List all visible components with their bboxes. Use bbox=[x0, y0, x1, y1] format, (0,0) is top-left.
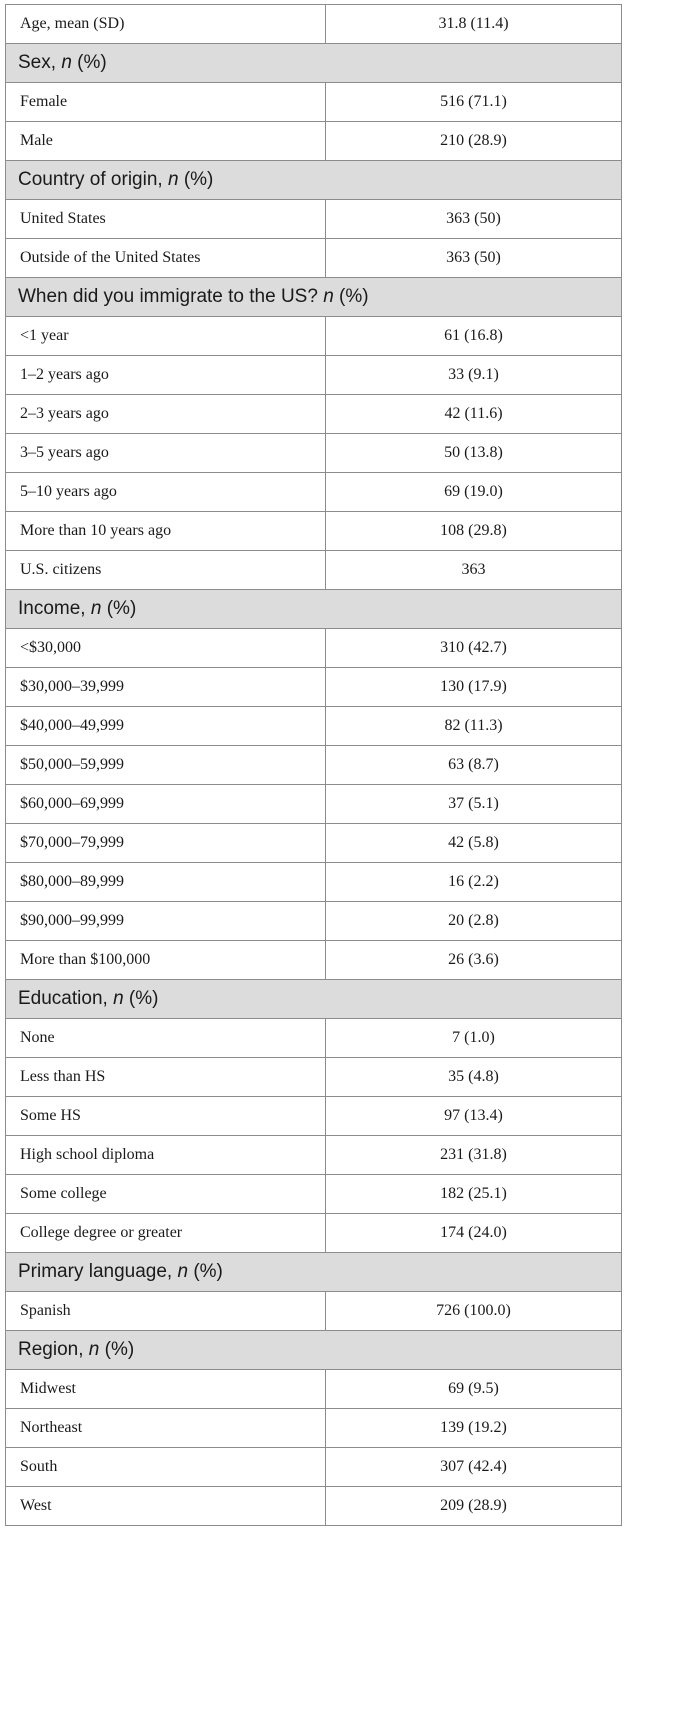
row-label: None bbox=[6, 1019, 326, 1058]
table-row bbox=[6, 1292, 622, 1331]
section-title: Sex, bbox=[18, 52, 62, 73]
row-value: 97 (13.4) bbox=[326, 1097, 622, 1136]
section-n-symbol: n bbox=[90, 598, 102, 619]
table-row bbox=[6, 1214, 622, 1253]
section-header-row bbox=[6, 590, 622, 629]
row-label: West bbox=[6, 1487, 326, 1526]
table-row bbox=[6, 200, 622, 239]
section-header bbox=[6, 590, 622, 629]
row-label: More than 10 years ago bbox=[6, 512, 326, 551]
row-value: 61 (16.8) bbox=[326, 317, 622, 356]
row-value: 33 (9.1) bbox=[326, 356, 622, 395]
row-value: 50 (13.8) bbox=[326, 434, 622, 473]
section-suffix: (%) bbox=[123, 988, 159, 1009]
table-row bbox=[6, 668, 622, 707]
table-row bbox=[6, 473, 622, 512]
row-value: 69 (19.0) bbox=[326, 473, 622, 512]
row-value: 210 (28.9) bbox=[326, 122, 622, 161]
section-n-symbol: n bbox=[61, 52, 72, 73]
section-n-symbol: n bbox=[113, 988, 124, 1009]
row-label: Age, mean (SD) bbox=[6, 5, 326, 44]
row-value: 35 (4.8) bbox=[326, 1058, 622, 1097]
row-value: 31.8 (11.4) bbox=[326, 5, 622, 44]
table-row bbox=[6, 941, 622, 980]
row-value: 174 (24.0) bbox=[326, 1214, 622, 1253]
section-suffix: (%) bbox=[333, 286, 369, 307]
row-value: 310 (42.7) bbox=[326, 629, 622, 668]
row-label: $80,000–89,999 bbox=[6, 863, 326, 902]
row-value: 209 (28.9) bbox=[326, 1487, 622, 1526]
row-value: 307 (42.4) bbox=[326, 1448, 622, 1487]
section-n-symbol: n bbox=[88, 1339, 100, 1360]
section-title: Primary language, bbox=[18, 1261, 178, 1282]
table-row bbox=[6, 1058, 622, 1097]
table-row bbox=[6, 1136, 622, 1175]
section-title: Education, bbox=[18, 988, 114, 1009]
row-label: <$30,000 bbox=[6, 629, 326, 668]
row-label: $70,000–79,999 bbox=[6, 824, 326, 863]
row-value: 726 (100.0) bbox=[326, 1292, 622, 1331]
section-header-row bbox=[6, 1331, 622, 1370]
row-label: Female bbox=[6, 83, 326, 122]
table-row bbox=[6, 356, 622, 395]
section-header-row bbox=[6, 161, 622, 200]
row-value: 16 (2.2) bbox=[326, 863, 622, 902]
table-row bbox=[6, 83, 622, 122]
demographics-table bbox=[5, 4, 622, 1526]
row-value: 139 (19.2) bbox=[326, 1409, 622, 1448]
section-header bbox=[6, 278, 622, 317]
section-header bbox=[6, 161, 622, 200]
row-value: 82 (11.3) bbox=[326, 707, 622, 746]
row-label: College degree or greater bbox=[6, 1214, 326, 1253]
row-label: $40,000–49,999 bbox=[6, 707, 326, 746]
row-label: U.S. citizens bbox=[6, 551, 326, 590]
table-row bbox=[6, 1097, 622, 1136]
table-row bbox=[6, 5, 622, 44]
row-label: United States bbox=[6, 200, 326, 239]
row-label: South bbox=[6, 1448, 326, 1487]
row-label: Spanish bbox=[6, 1292, 326, 1331]
section-header bbox=[6, 44, 622, 83]
row-label: More than $100,000 bbox=[6, 941, 326, 980]
section-suffix: (%) bbox=[188, 1261, 223, 1282]
row-label: Some HS bbox=[6, 1097, 326, 1136]
row-value: 363 (50) bbox=[326, 239, 622, 278]
row-value: 42 (5.8) bbox=[326, 824, 622, 863]
table-row bbox=[6, 707, 622, 746]
section-header-row bbox=[6, 980, 622, 1019]
row-value: 108 (29.8) bbox=[326, 512, 622, 551]
row-label: Midwest bbox=[6, 1370, 326, 1409]
row-label: Northeast bbox=[6, 1409, 326, 1448]
row-value: 231 (31.8) bbox=[326, 1136, 622, 1175]
section-suffix: (%) bbox=[178, 169, 214, 190]
section-header-row bbox=[6, 44, 622, 83]
table-row bbox=[6, 902, 622, 941]
table-body bbox=[6, 5, 622, 1526]
section-title: Country of origin, bbox=[18, 169, 168, 190]
row-value: 63 (8.7) bbox=[326, 746, 622, 785]
section-suffix: (%) bbox=[99, 1339, 135, 1360]
row-value: 516 (71.1) bbox=[326, 83, 622, 122]
row-label: $90,000–99,999 bbox=[6, 902, 326, 941]
table-row bbox=[6, 1409, 622, 1448]
table-row bbox=[6, 1487, 622, 1526]
row-label: 5–10 years ago bbox=[6, 473, 326, 512]
row-label: $60,000–69,999 bbox=[6, 785, 326, 824]
section-header-row bbox=[6, 278, 622, 317]
row-value: 20 (2.8) bbox=[326, 902, 622, 941]
table-row bbox=[6, 863, 622, 902]
row-value: 42 (11.6) bbox=[326, 395, 622, 434]
table-row bbox=[6, 1175, 622, 1214]
table-row bbox=[6, 122, 622, 161]
row-label: High school diploma bbox=[6, 1136, 326, 1175]
row-label: Some college bbox=[6, 1175, 326, 1214]
demographics-table-container bbox=[5, 4, 621, 1526]
row-value: 363 bbox=[326, 551, 622, 590]
row-value: 26 (3.6) bbox=[326, 941, 622, 980]
table-row bbox=[6, 1370, 622, 1409]
table-row bbox=[6, 317, 622, 356]
section-n-symbol: n bbox=[323, 286, 334, 307]
row-label: $50,000–59,999 bbox=[6, 746, 326, 785]
row-value: 130 (17.9) bbox=[326, 668, 622, 707]
table-row bbox=[6, 434, 622, 473]
section-header bbox=[6, 1253, 622, 1292]
section-title: When did you immigrate to the US? bbox=[18, 286, 324, 307]
row-label: Less than HS bbox=[6, 1058, 326, 1097]
table-row bbox=[6, 629, 622, 668]
table-row bbox=[6, 239, 622, 278]
section-n-symbol: n bbox=[177, 1261, 189, 1282]
row-label: <1 year bbox=[6, 317, 326, 356]
table-row bbox=[6, 824, 622, 863]
section-header-row bbox=[6, 1253, 622, 1292]
section-suffix: (%) bbox=[71, 52, 107, 73]
row-value: 69 (9.5) bbox=[326, 1370, 622, 1409]
row-label: $30,000–39,999 bbox=[6, 668, 326, 707]
row-label: 2–3 years ago bbox=[6, 395, 326, 434]
row-label: 3–5 years ago bbox=[6, 434, 326, 473]
table-row bbox=[6, 551, 622, 590]
table-row bbox=[6, 785, 622, 824]
row-label: Outside of the United States bbox=[6, 239, 326, 278]
row-value: 182 (25.1) bbox=[326, 1175, 622, 1214]
table-row bbox=[6, 1448, 622, 1487]
table-row bbox=[6, 1019, 622, 1058]
section-suffix: (%) bbox=[101, 598, 137, 619]
section-n-symbol: n bbox=[167, 169, 179, 190]
section-title: Region, bbox=[18, 1339, 89, 1360]
section-header bbox=[6, 980, 622, 1019]
table-row bbox=[6, 746, 622, 785]
section-header bbox=[6, 1331, 622, 1370]
row-value: 37 (5.1) bbox=[326, 785, 622, 824]
table-row bbox=[6, 395, 622, 434]
row-value: 7 (1.0) bbox=[326, 1019, 622, 1058]
row-value: 363 (50) bbox=[326, 200, 622, 239]
section-title: Income, bbox=[18, 598, 91, 619]
table-row bbox=[6, 512, 622, 551]
row-label: Male bbox=[6, 122, 326, 161]
row-label: 1–2 years ago bbox=[6, 356, 326, 395]
